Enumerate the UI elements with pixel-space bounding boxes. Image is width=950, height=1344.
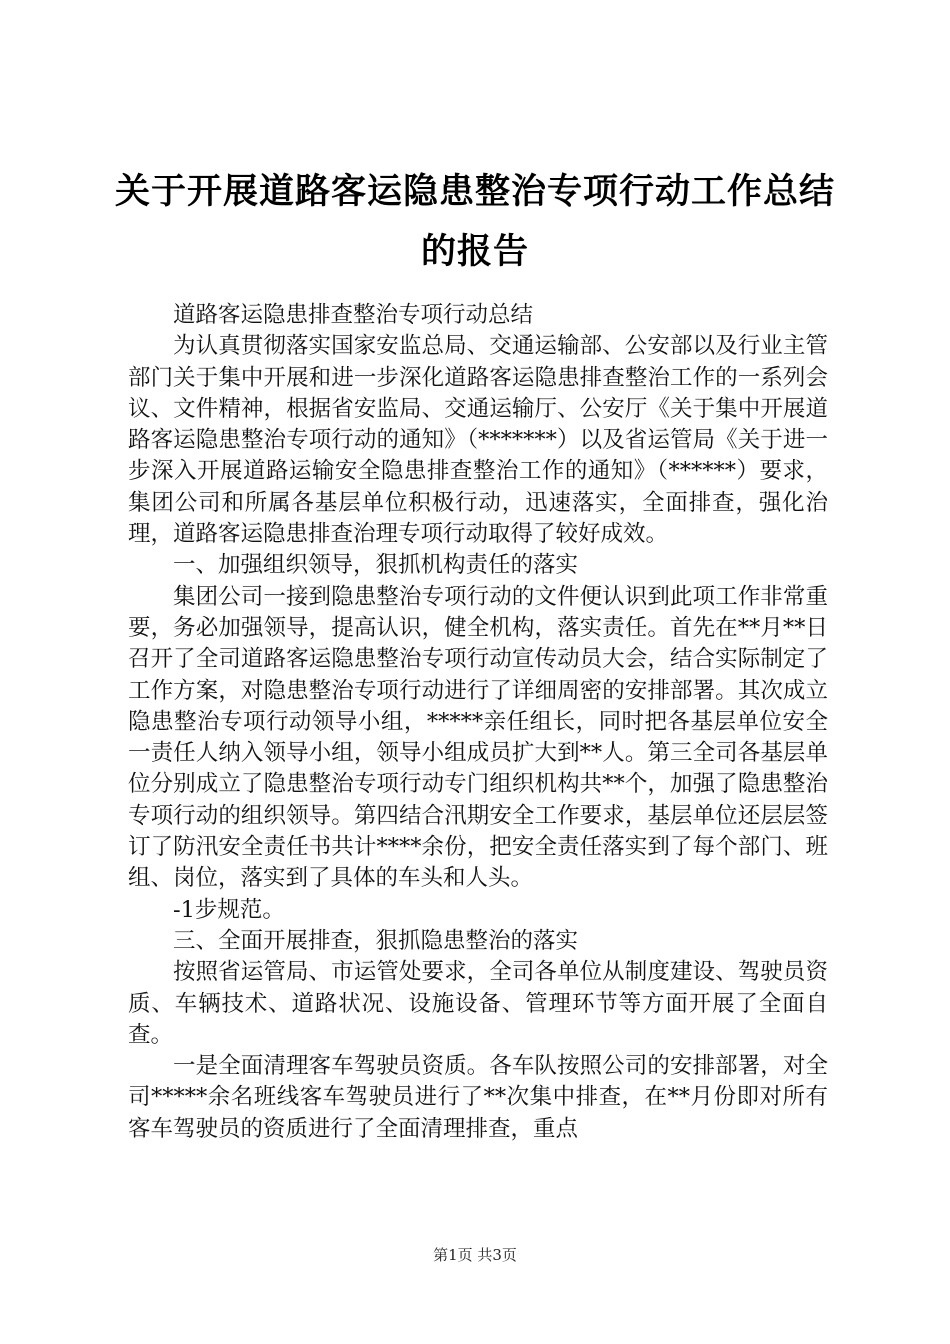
- page-footer: 第1页 共3页: [433, 1246, 517, 1264]
- paragraph-subtitle: 道路客运隐患排查整治专项行动总结: [173, 302, 534, 328]
- document-title-line-1: 关于开展道路客运隐患整治专项行动工作总结: [114, 172, 835, 212]
- document-body: [128, 300, 828, 1145]
- paragraph-section-1: 集团公司一接到隐患整治专项行动的文件便认识到此项工作非常重要，务必加强领导，提高认识，健全机构，落实责任。首先在**月**日召开了全司道路客运隐患整治专项行动宣传动员大会，结合实际制定了工作方案，对隐患整治专项行动进行了详细周密的安排部署。其次成立隐患整治专项行动领导小组，*****亲任组长，同时把各基层单位安全一责任人纳入领导小组，领导小组成员扩大到**人。第三全司各基层单位分别成立了隐患整治专项行动专门组织机构共**个，加强了隐患整治专项行动的组织领导。第四结合汛期安全工作要求，基层单位还层层签订了防汛安全责任书共计****余份，把安全责任落实到了每个部门、班组、岗位，落实到了具体的车头和人头。: [128, 583, 828, 892]
- section-heading-3: 三、全面开展排查，狠抓隐患整治的落实: [173, 927, 579, 954]
- paragraph-driver-qualification: 一是全面清理客车驾驶员资质。各车队按照公司的安排部署，对全司*****余名班线客车驾驶员进行了**次集中排查，在**月份即对所有客车驾驶员的资质进行了全面清理排查，重点: [128, 1053, 828, 1142]
- paragraph-fragment: -1步规范。: [173, 896, 285, 923]
- paragraph-section-3: 按照省运管局、市运管处要求，全司各单位从制度建设、驾驶员资质、车辆技术、道路状况、设施设备、管理环节等方面开展了全面自查。: [128, 959, 828, 1048]
- paragraph-intro: 为认真贯彻落实国家安监总局、交通运输部、公安部以及行业主管部门关于集中开展和进一步深化道路客运隐患排查整治工作的一系列会议、文件精神，根据省安监局、交通运输厅、公安厅《关于集中开展道路客运隐患整治专项行动的通知》（*******）以及省运管局《关于进一步深入开展道路运输安全隐患排查整治工作的通知》（******）要求，集团公司和所属各基层单位积极行动，迅速落实，全面排查，强化治理，道路客运隐患排查治理专项行动取得了较好成效。: [128, 333, 828, 548]
- section-heading-1: 一、加强组织领导，狠抓机构责任的落实: [173, 552, 579, 579]
- document-title-line-2: 的报告: [420, 232, 529, 272]
